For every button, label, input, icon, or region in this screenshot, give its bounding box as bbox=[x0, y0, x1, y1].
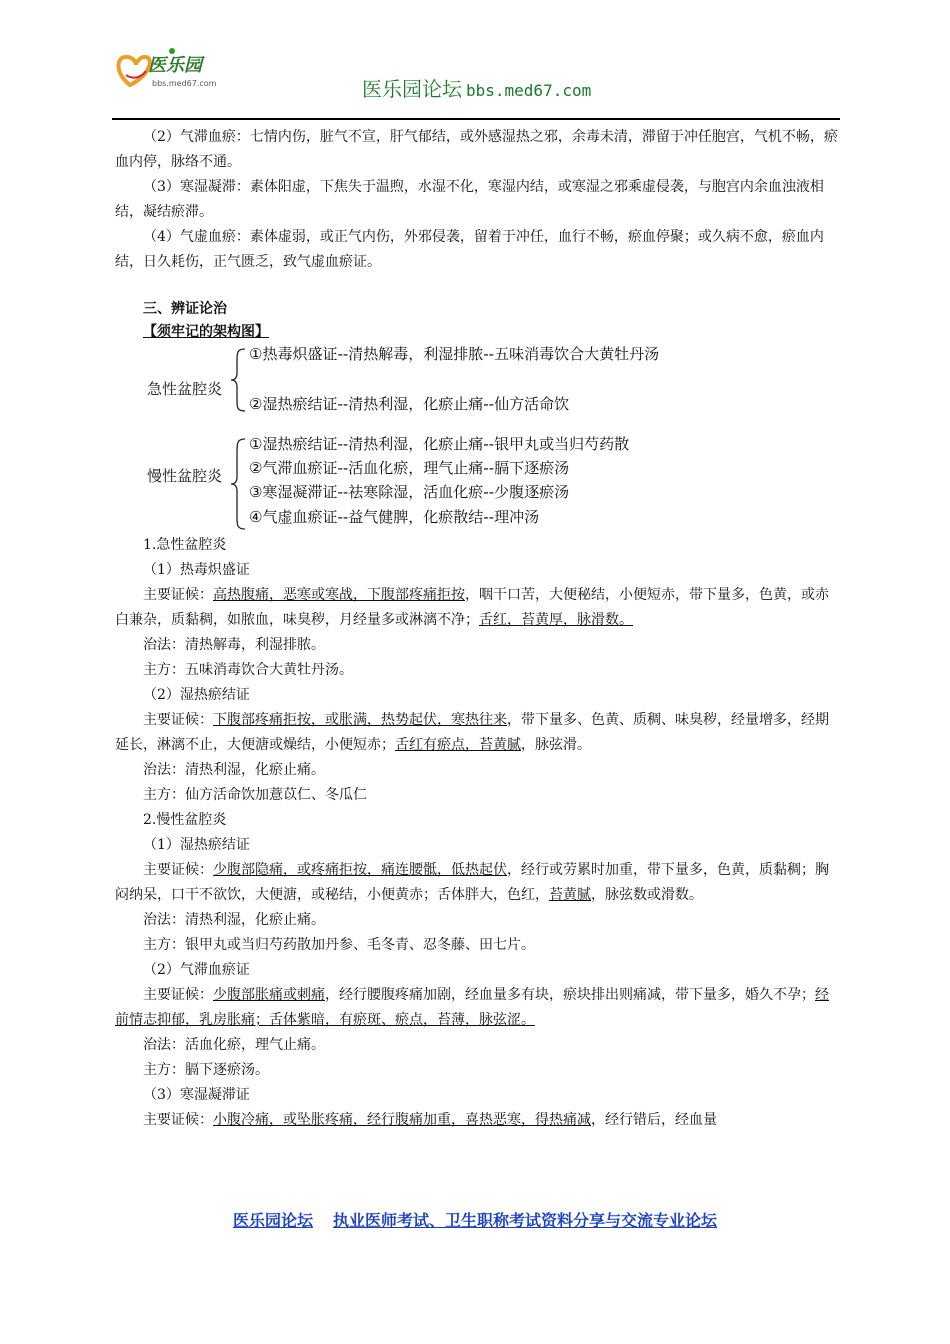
site-title-cn: 医乐园论坛 bbox=[362, 77, 462, 101]
syndrome-heading: （2）气滞血瘀证 bbox=[143, 962, 250, 978]
symptoms-paragraph bbox=[115, 858, 840, 908]
treatment-principle: 治法：清热利湿，化瘀止痛。 bbox=[143, 762, 325, 778]
syndrome-heading: （1）热毒炽盛证 bbox=[143, 562, 250, 578]
chronic-label: 慢性盆腔炎 bbox=[147, 467, 223, 485]
treatment-principle: 治法：清热解毒，利湿排脓。 bbox=[143, 637, 325, 653]
symptoms-label: 主要证候： bbox=[143, 587, 213, 603]
intro-paragraph: （2）气滞血瘀：七情内伤，脏气不宣，肝气郁结，或外感湿热之邪，余毒未清，滞留于冲任胞宫，气机不畅，瘀血内停，脉络不通。 bbox=[115, 129, 838, 170]
framework-diagram bbox=[115, 345, 840, 545]
symptoms-paragraph bbox=[115, 983, 840, 1033]
symptoms-label: 主要证候： bbox=[143, 987, 213, 1003]
symptoms-paragraph bbox=[115, 1108, 840, 1133]
treatment-principle: 治法：清热利湿，化瘀止痛。 bbox=[143, 912, 325, 928]
chronic-item: ③寒湿凝滞证--祛寒除湿，活血化瘀--少腹逐瘀汤 bbox=[249, 483, 570, 501]
section-title: 三、辨证论治 bbox=[143, 301, 227, 317]
acute-label: 急性盆腔炎 bbox=[147, 380, 223, 398]
treatment-principle: 治法：活血化瘀，理气止痛。 bbox=[143, 1037, 325, 1053]
page-footer bbox=[0, 1208, 950, 1231]
symptoms-label: 主要证候： bbox=[143, 862, 213, 878]
tongue-pulse: 舌红，苔黄厚，脉滑数。 bbox=[479, 612, 633, 628]
main-prescription: 主方：膈下逐瘀汤。 bbox=[143, 1062, 269, 1078]
page-header bbox=[112, 45, 840, 120]
main-prescription: 主方：五味消毒饮合大黄牡丹汤。 bbox=[143, 662, 353, 678]
tongue-pulse: 舌红有瘀点，苔黄腻 bbox=[395, 737, 521, 753]
key-symptoms: 小腹冷痛，或坠胀疼痛，经行腹痛加重，喜热恶寒，得热痛减 bbox=[213, 1112, 591, 1128]
site-title-url: bbs.med67.com bbox=[466, 81, 592, 100]
symptoms-label: 主要证候： bbox=[143, 712, 213, 728]
symptoms-text: ，经行或劳累时加重，带下量多，色黄，质黏稠；胸闷纳呆，口干不欲饮，大便溏，或秘结，小便黄赤；舌体胖大，色红， bbox=[115, 862, 829, 903]
main-prescription: 主方：仙方活命饮加薏苡仁、冬瓜仁 bbox=[143, 787, 367, 803]
symptoms-label: 主要证候： bbox=[143, 1112, 213, 1128]
main-content bbox=[115, 125, 840, 1133]
logo-text: 医乐园 bbox=[148, 55, 202, 76]
key-symptoms: 下腹部疼痛拒按，或胀满，热势起伏，寒热往来 bbox=[213, 712, 507, 728]
symptoms-text: ，经行错后，经血量 bbox=[591, 1112, 717, 1128]
intro-paragraph: （3）寒湿凝滞：素体阳虚，下焦失于温煦，水湿不化，寒湿内结，或寒湿之邪乘虚侵袭，与胞宫内余血浊液相结，凝结瘀滞。 bbox=[115, 179, 824, 220]
spacer bbox=[115, 275, 840, 297]
footer-forum-link[interactable]: 医乐园论坛 bbox=[232, 1211, 313, 1230]
syndrome-heading: （1）湿热瘀结证 bbox=[143, 837, 250, 853]
key-symptoms: 少腹部胀痛或刺痛 bbox=[213, 987, 325, 1003]
site-logo[interactable] bbox=[112, 45, 222, 100]
acute-item: ①热毒炽盛证--清热解毒，利湿排脓--五味消毒饮合大黄牡丹汤 bbox=[249, 345, 660, 363]
logo-url: bbs.med67.com bbox=[152, 79, 217, 88]
key-symptoms: 高热腹痛，恶寒或寒战，下腹部疼痛拒按 bbox=[213, 587, 465, 603]
header-divider bbox=[112, 118, 840, 120]
syndrome-heading: （3）寒湿凝滞证 bbox=[143, 1087, 250, 1103]
subsection-heading: 1.急性盆腔炎 bbox=[143, 537, 227, 553]
symptoms-paragraph bbox=[115, 583, 840, 633]
key-symptoms: 少腹部隐痛，或疼痛拒按，痛连腰骶，低热起伏 bbox=[213, 862, 507, 878]
chronic-item: ④气虚血瘀证--益气健脾，化瘀散结--理冲汤 bbox=[249, 508, 540, 526]
main-prescription: 主方：银甲丸或当归芍药散加丹参、毛冬青、忍冬藤、田七片。 bbox=[143, 937, 535, 953]
symptoms-end: ，脉弦数或滑数。 bbox=[591, 887, 703, 903]
chronic-item: ②气滞血瘀证--活血化瘀，理气止痛--膈下逐瘀汤 bbox=[249, 459, 570, 477]
symptoms-text: ，带下量多、色黄、质稠、味臭秽，经量增多，经期延长，淋漓不止，大便溏或燥结，小便短赤； bbox=[115, 712, 829, 753]
symptoms-text: ，经行腰腹疼痛加剧，经血量多有块，瘀块排出则痛减，带下量多，婚久不孕； bbox=[325, 987, 815, 1003]
chronic-brace-icon bbox=[229, 435, 249, 535]
tongue-pulse: 苔黄腻 bbox=[549, 887, 591, 903]
framework-title: 【须牢记的架构图】 bbox=[143, 324, 269, 340]
acute-brace-icon bbox=[229, 345, 249, 415]
intro-paragraph: （4）气虚血瘀：素体虚弱，或正气内伤，外邪侵袭，留着于冲任，血行不畅，瘀血停聚；或久病不愈，瘀血内结，日久耗伤，正气匮乏，致气虚血瘀证。 bbox=[115, 229, 824, 270]
symptoms-end: ，脉弦滑。 bbox=[521, 737, 591, 753]
chronic-item: ①湿热瘀结证--清热利湿，化瘀止痛--银甲丸或当归芍药散 bbox=[249, 435, 630, 453]
tongue-pulse: 经前情志抑郁，乳房胀痛；舌体紫暗，有瘀斑、瘀点，苔薄，脉弦涩。 bbox=[115, 987, 829, 1028]
symptoms-text: ，咽干口苦，大便秘结，小便短赤，带下量多，色黄，或赤白兼杂，质黏稠，如脓血，味臭秽，月经量多或淋漓不净； bbox=[115, 587, 829, 628]
symptoms-paragraph bbox=[115, 708, 840, 758]
site-title[interactable] bbox=[362, 73, 591, 102]
footer-description-link[interactable]: 执业医师考试、卫生职称考试资料分享与交流专业论坛 bbox=[333, 1211, 718, 1230]
subsection-heading: 2.慢性盆腔炎 bbox=[143, 812, 227, 828]
acute-item: ②湿热瘀结证--清热利湿，化瘀止痛--仙方活命饮 bbox=[249, 395, 570, 413]
syndrome-heading: （2）湿热瘀结证 bbox=[143, 687, 250, 703]
